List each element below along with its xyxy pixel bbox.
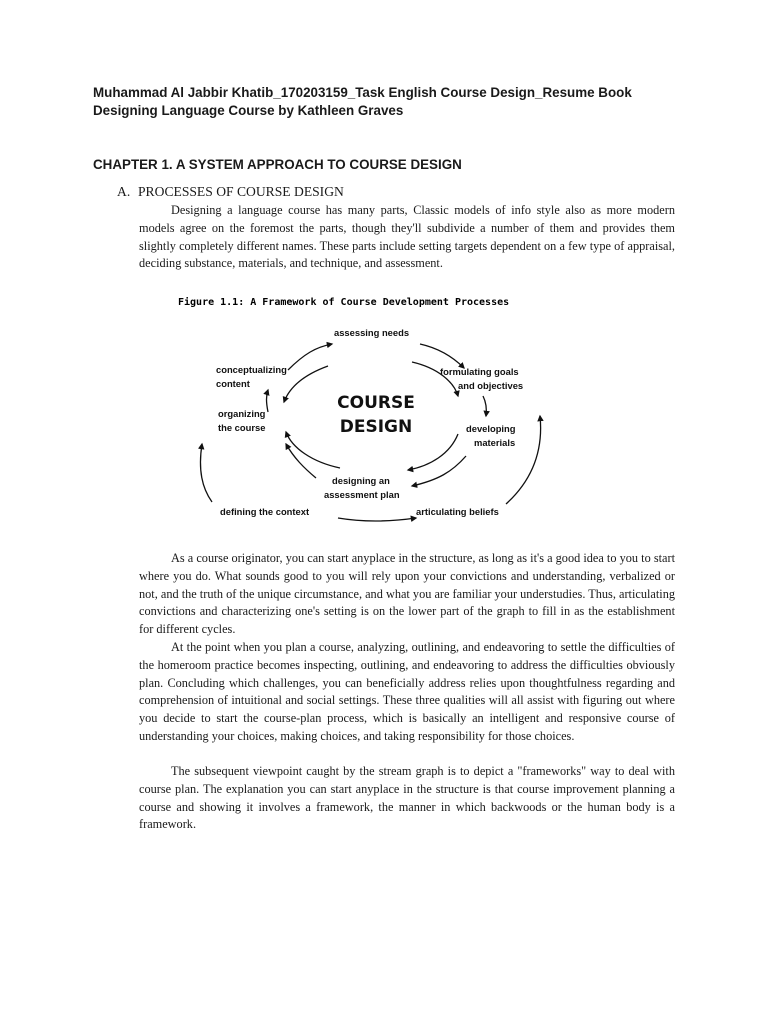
inner-arrow-top-left <box>284 366 328 402</box>
section-title: PROCESSES OF COURSE DESIGN <box>138 184 344 199</box>
paragraph-course-originator: As a course originator, you can start anyplace in the structure, as long as it's a good idea to you to start where you do. What sounds good to you will rely upon your convictions and understanding, verbalized or not, and the truth of the unique circumstance, and what you are familiar your understudies. Thus, articulating convictions and characterizing one's setting is on the lower part of the graph to fill in as the establishment for different cycles. <box>139 551 675 637</box>
course-design-figure <box>176 292 576 530</box>
document-header <box>93 84 693 120</box>
label-designing-line1: designing an <box>332 475 390 486</box>
arrow-defining-context-up <box>200 444 212 502</box>
paragraph-intro: Designing a language course has many parts, Classic models of info style also as more modern models agree on the foremost the parts, though they'll subdivide a number of them and provides them slightly completely different names. These parts include setting targets dependent on a few type of appraisal, deciding substance, materials, and technique, and assessment. <box>139 203 675 271</box>
arrow-organizing-to-conceptualizing <box>267 390 269 412</box>
arrow-defining-to-articulating <box>338 518 416 521</box>
section-heading <box>117 183 344 201</box>
figure-center-line2: DESIGN <box>339 417 413 437</box>
arrow-conceptualizing-to-assessing <box>288 344 332 370</box>
inner-arrow-bottom-left <box>286 432 340 468</box>
header-line-1: Muhammad Al Jabbir Khatib_170203159_Task English Course Design_Resume Book <box>93 85 632 100</box>
label-designing-line2: assessment plan <box>324 489 400 500</box>
figure-center-line1: COURSE <box>337 393 415 413</box>
paragraph-frameworks: The subsequent viewpoint caught by the stream graph is to depict a "frameworks" way to deal with course plan. The explanation you can start anyplace in the structure is that course improvement planning a course and showing it involves a framework, the manner in which backwoods or the human body is a framework. <box>139 764 675 832</box>
label-articulating-beliefs: articulating beliefs <box>416 506 499 517</box>
label-conceptualizing-line1: conceptualizing <box>216 364 287 375</box>
label-formulating-line2: and objectives <box>458 380 524 391</box>
figure-caption: Figure 1.1: A Framework of Course Development Processes <box>178 297 510 308</box>
inner-arrow-bottom-right <box>408 434 458 470</box>
chapter-title: CHAPTER 1. A SYSTEM APPROACH TO COURSE DESIGN <box>93 157 462 172</box>
section-letter: A. <box>117 184 131 199</box>
figure-diagram <box>176 292 576 530</box>
arrow-formulating-to-developing <box>483 396 486 416</box>
label-defining-context: defining the context <box>220 506 310 517</box>
header-line-2: Designing Language Course by Kathleen Graves <box>93 103 404 118</box>
label-assessing-needs: assessing needs <box>334 327 410 338</box>
label-organizing-line2: the course <box>218 422 266 433</box>
arrow-assessing-to-formulating <box>420 344 464 368</box>
arrow-developing-to-designing <box>412 456 466 486</box>
arrow-designing-to-organizing <box>286 444 316 478</box>
label-developing-line1: developing <box>466 423 516 434</box>
label-developing-line2: materials <box>474 437 516 448</box>
label-conceptualizing-line2: content <box>216 378 250 389</box>
label-formulating-line1: formulating goals <box>440 366 519 377</box>
label-organizing-line1: organizing <box>218 408 266 419</box>
paragraph-plan-course: At the point when you plan a course, analyzing, outlining, and endeavoring to settle the difficulties of the homeroom practice becomes inspecting, outlining, and endeavoring to address the difficulties obviously plan. Concluding which challenges, you can beneficially address relies upon thoughtfulness regarding and comprehension of intuitional and social settings. These three qualities will all assist with figuring out where you decide to start the course-plan process, which is basically an intelligent and responsive course of understanding your choices, making choices, and taking responsibility for those choices. <box>139 640 675 743</box>
